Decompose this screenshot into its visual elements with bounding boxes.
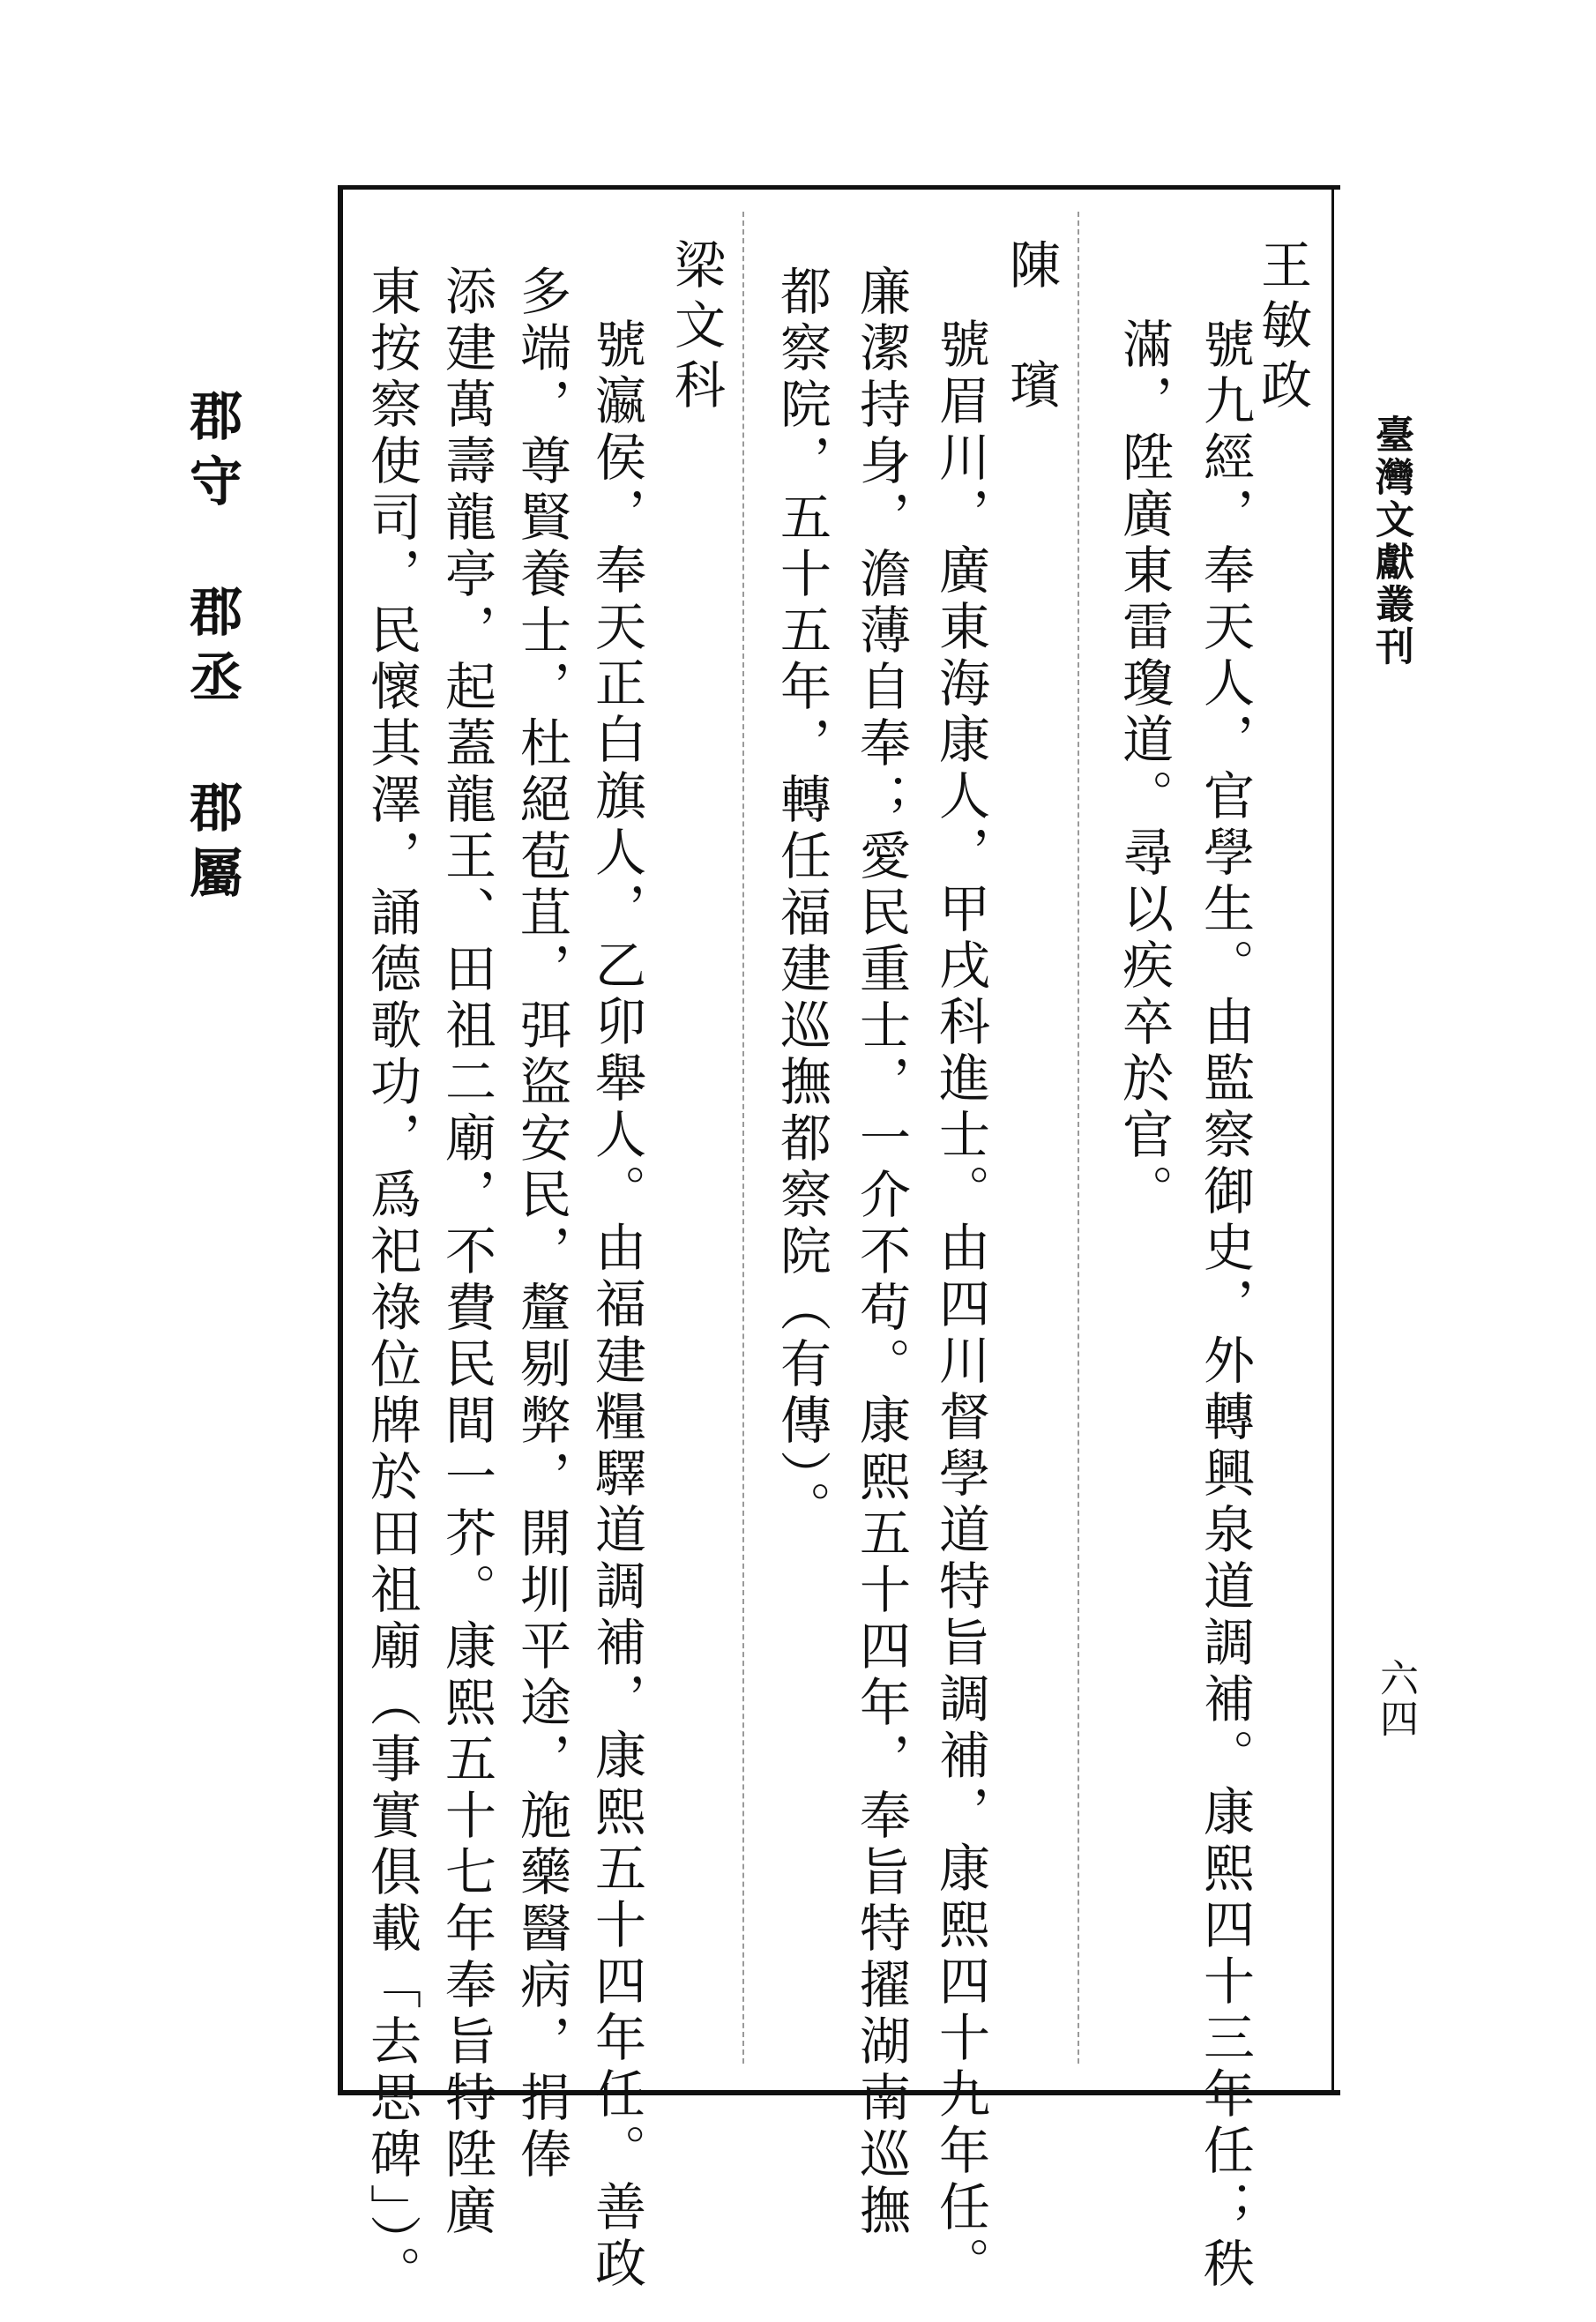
entry-text-line: 號眉川，廣東海康人，甲戌科進士。由四川督學道特旨調補，康熙四十九年任。 — [930, 317, 990, 2293]
frame-right-rule — [1331, 185, 1334, 2095]
page-number: 六四 — [1373, 1658, 1418, 1739]
entry-name: 梁文科 — [666, 238, 726, 418]
frame-left-rule — [338, 185, 343, 2095]
frame-top-rule — [339, 185, 1340, 190]
entry-divider — [1078, 212, 1079, 2064]
entry-text-line: 號九經，奉天人，官學生。由監察御史，外轉興泉道調補。康熙四十三年任；秩 — [1195, 317, 1255, 2293]
entry-text-line: 東按察使司，民懷其澤，誦德歌功，爲祀祿位牌於田祖廟（事實俱載「去思碑」）。 — [362, 265, 421, 2302]
entry-text-line: 滿，陞廣東雷瓊道。尋以疾卒於官。 — [1114, 317, 1174, 1221]
entry-name: 王敏政 — [1252, 238, 1312, 418]
entry-name: 陳 璸 — [1001, 238, 1061, 418]
entry-text-line: 廉潔持身，澹薄自奉；愛民重士，一介不苟。康熙五十四年，奉旨特擢湖南巡撫 — [851, 265, 911, 2240]
running-head: 臺灣文獻叢刊 — [1369, 414, 1413, 668]
entry-text-line: 多端，尊賢養士，杜絕苞苴，弭盜安民，釐剔弊，開圳平途，施藥醫病，捐俸 — [511, 265, 571, 2184]
entry-text-line: 號瀛侯，奉天正白旗人，乙卯舉人。由福建糧驛道調補，康熙五十四年任。善政 — [586, 317, 646, 2293]
entry-divider — [742, 212, 744, 2064]
section-title: 郡守 郡丞 郡屬 — [181, 388, 242, 910]
entry-text-line: 添建萬壽龍亭，起蓋龍王、田祖二廟，不費民間一芥。康熙五十七年奉旨特陞廣 — [436, 265, 496, 2240]
entry-text-line: 都察院，五十五年，轉任福建巡撫都察院（有傳）。 — [772, 265, 832, 1537]
